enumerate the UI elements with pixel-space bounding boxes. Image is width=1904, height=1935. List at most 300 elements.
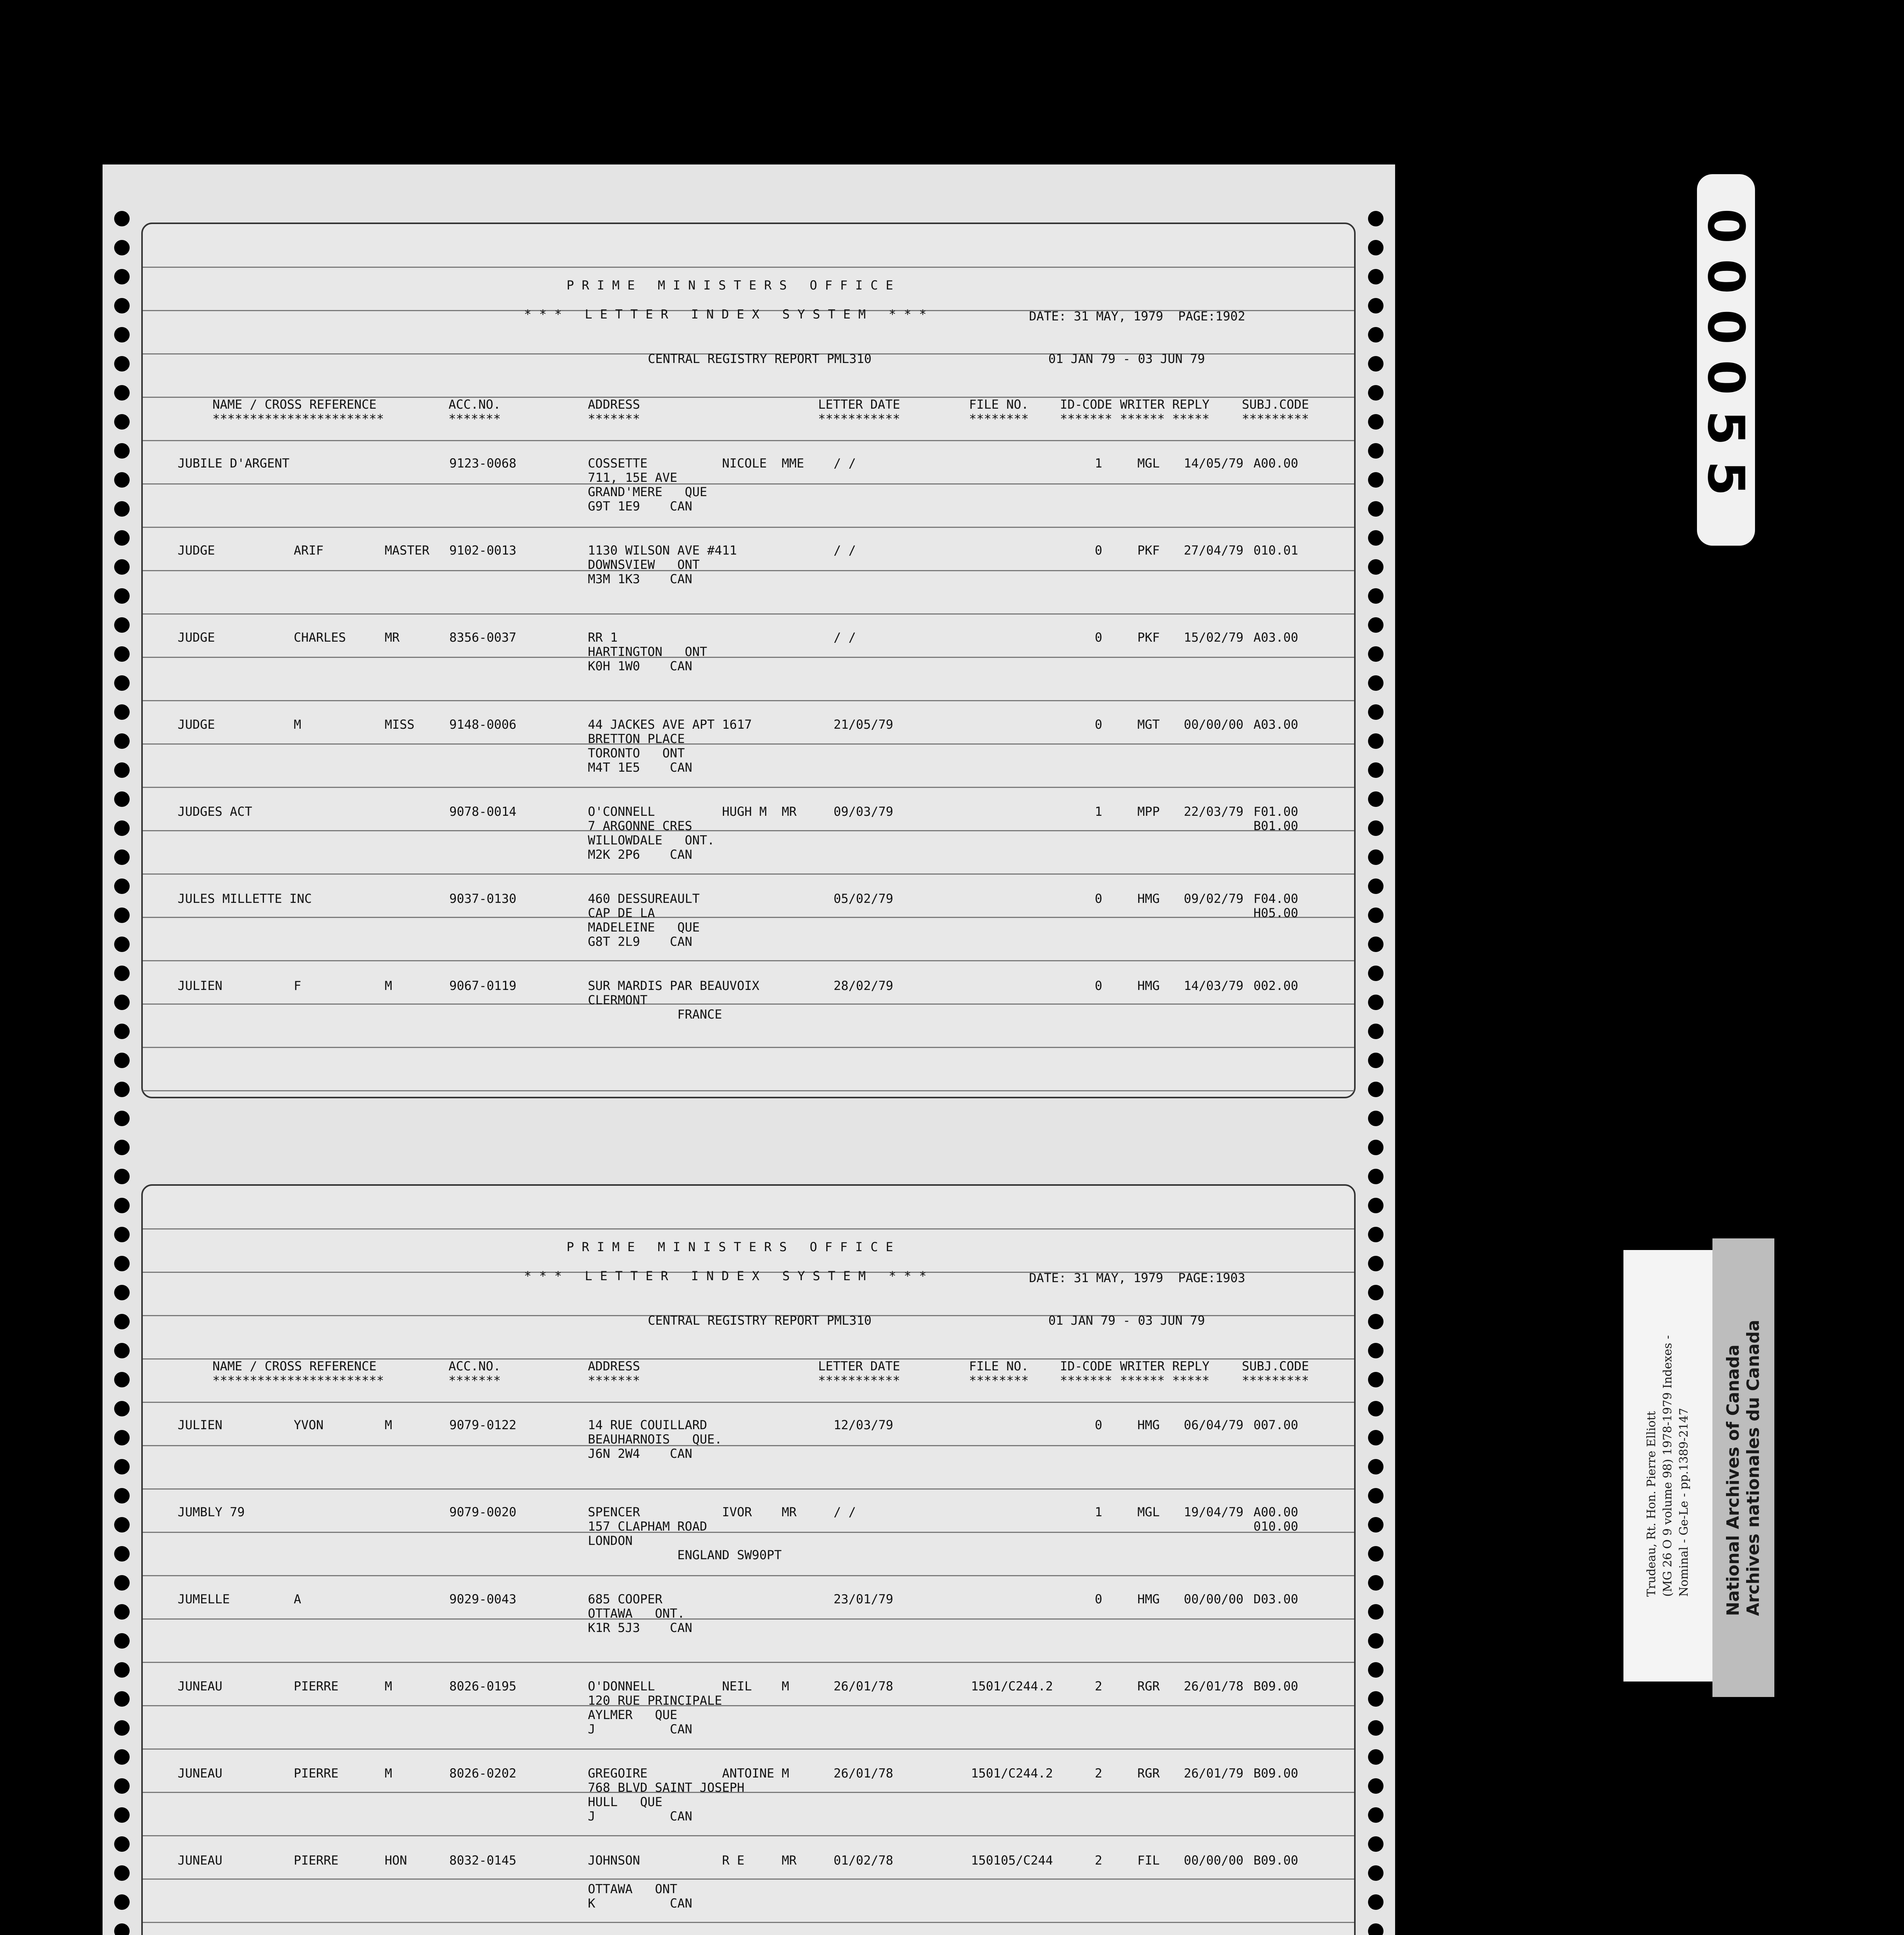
feed-hole [1368, 1024, 1383, 1039]
writer-code: PKF [1137, 543, 1160, 558]
entry-name: JUDGE [178, 630, 215, 645]
system-title: *** LETTER INDEX SYSTEM *** [524, 307, 935, 322]
form-rule-line [143, 440, 1354, 441]
writer-code: HMG [1137, 1592, 1160, 1606]
file-number: 1501/C244.2 [971, 1679, 1053, 1694]
feed-hole [1368, 1894, 1383, 1910]
entry-given-name: ARIF [294, 543, 324, 558]
address-line: TORONTO ONT [588, 746, 685, 760]
address-line: LONDON [588, 1533, 633, 1548]
address-line: 460 DESSUREAULT [588, 891, 700, 906]
form-rule-line [143, 527, 1354, 528]
column-header: ID-CODE [1060, 397, 1112, 412]
form-rule-line [143, 917, 1354, 918]
report-name: CENTRAL REGISTRY REPORT PML310 [648, 351, 872, 366]
address-line: COSSETTE NICOLE MME [588, 456, 804, 471]
form-rule-line [143, 1090, 1354, 1091]
address-line: CAP DE LA [588, 906, 655, 920]
institution-name-en: National Archives of Canada [1723, 1344, 1743, 1616]
id-code: 0 [1095, 1418, 1103, 1432]
address-line: CLERMONT [588, 993, 648, 1007]
feed-hole [114, 240, 130, 255]
feed-hole [1368, 1169, 1383, 1184]
id-code: 1 [1095, 1505, 1103, 1519]
entry-given-name: PIERRE [294, 1766, 339, 1781]
accession-number: 8026-0202 [449, 1766, 517, 1781]
feed-hole [114, 1459, 130, 1474]
feed-hole [114, 588, 130, 604]
column-underline: *********************** [212, 1373, 384, 1388]
subject-code: D03.00 [1253, 1592, 1298, 1606]
subject-code: 010.00 [1253, 1519, 1298, 1534]
form-rule-line [143, 1445, 1354, 1446]
column-underline: ****** [1120, 411, 1165, 426]
id-code: 0 [1095, 1592, 1103, 1606]
feed-hole [1368, 1633, 1383, 1649]
address-line: RR 1 [588, 630, 618, 645]
column-header: NAME / CROSS REFERENCE [212, 1359, 377, 1373]
reply-date: 06/04/79 [1184, 1418, 1244, 1432]
feed-hole [1368, 646, 1383, 662]
feed-hole [114, 995, 130, 1010]
feed-hole [114, 1604, 130, 1620]
entry-name: JUDGE [178, 543, 215, 558]
address-line: O'DONNELL NEIL M [588, 1679, 789, 1694]
feed-hole [1368, 327, 1383, 342]
entry-name: JUNEAU [178, 1766, 223, 1781]
address-line: SUR MARDIS PAR BEAUVOIX [588, 978, 760, 993]
reply-date: 09/02/79 [1184, 891, 1244, 906]
form-rule-line [143, 1792, 1354, 1793]
feed-hole [1368, 704, 1383, 720]
entry-given-name: PIERRE [294, 1853, 339, 1868]
form-rule-line [143, 613, 1354, 615]
feed-hole [114, 704, 130, 720]
column-header: ACC.NO. [449, 1359, 501, 1373]
feed-hole [114, 966, 130, 981]
address-line: FRANCE [588, 1007, 722, 1022]
feed-hole [1368, 1430, 1383, 1445]
file-number: 1501/C244.2 [971, 1766, 1053, 1781]
feed-hole [114, 1517, 130, 1533]
letter-date: 23/01/79 [834, 1592, 894, 1606]
column-header: FILE NO. [969, 1359, 1029, 1373]
feed-hole [114, 1836, 130, 1852]
subject-code: B09.00 [1253, 1679, 1298, 1694]
form-rule-line [143, 1532, 1354, 1533]
feed-hole [114, 1401, 130, 1416]
column-underline: ***** [1172, 411, 1210, 426]
feed-hole [1368, 1082, 1383, 1097]
feed-hole [114, 211, 130, 226]
feed-hole [114, 443, 130, 459]
column-header: WRITER [1120, 397, 1165, 412]
feed-hole [1368, 1053, 1383, 1068]
writer-code: PKF [1137, 630, 1160, 645]
feed-hole [1368, 1227, 1383, 1242]
column-header: ID-CODE [1060, 1359, 1112, 1373]
form-rule-line [143, 1618, 1354, 1620]
feed-hole [1368, 1749, 1383, 1765]
form-rule-line [143, 1003, 1354, 1005]
column-header: ADDRESS [588, 397, 640, 412]
form-rule-line [143, 570, 1354, 571]
form-rule-line [143, 830, 1354, 831]
address-line: M2K 2P6 CAN [588, 847, 692, 862]
letter-date: / / [834, 543, 856, 558]
feed-hole [114, 646, 130, 662]
entry-name: JUNEAU [178, 1853, 223, 1868]
subject-code: 002.00 [1253, 978, 1298, 993]
feed-hole [1368, 298, 1383, 313]
letter-date: 21/05/79 [834, 717, 894, 732]
accession-number: 9067-0119 [449, 978, 517, 993]
report-page-1902 [141, 223, 1356, 1098]
writer-code: HMG [1137, 1418, 1160, 1432]
institution-name-fr: Archives nationales du Canada [1743, 1319, 1763, 1616]
form-rule-line [143, 787, 1354, 788]
address-line: 685 COOPER [588, 1592, 663, 1606]
address-line: 44 JACKES AVE APT 1617 [588, 717, 752, 732]
office-title: PRIME MINISTERS OFFICE [567, 1240, 901, 1254]
accession-number: 9123-0068 [449, 456, 517, 471]
form-rule-line [143, 483, 1354, 485]
feed-hole [1368, 1836, 1383, 1852]
report-period: 01 JAN 79 - 03 JUN 79 [1048, 1313, 1205, 1328]
feed-hole [114, 733, 130, 749]
feed-hole [1368, 588, 1383, 604]
address-line: M3M 1K3 CAN [588, 572, 692, 586]
feed-hole [1368, 1140, 1383, 1155]
column-header: LETTER DATE [818, 397, 900, 412]
feed-hole [114, 1778, 130, 1794]
feed-hole [114, 791, 130, 807]
feed-hole [1368, 995, 1383, 1010]
subject-code: A03.00 [1253, 630, 1298, 645]
report-date-page: DATE: 31 MAY, 1979 PAGE:1902 [1029, 309, 1245, 324]
column-underline: ******* [588, 411, 640, 426]
letter-date: 01/02/78 [834, 1853, 894, 1868]
feed-hole [114, 1807, 130, 1823]
subject-code: A00.00 [1253, 1505, 1298, 1519]
entry-name: JULIEN [178, 1418, 223, 1432]
feed-hole [114, 1140, 130, 1155]
office-title: PRIME MINISTERS OFFICE [567, 278, 901, 293]
address-line: WILLOWDALE ONT. [588, 833, 715, 848]
writer-code: RGR [1137, 1766, 1160, 1781]
report-name: CENTRAL REGISTRY REPORT PML310 [648, 1313, 872, 1328]
column-header: ADDRESS [588, 1359, 640, 1373]
feed-hole [114, 1488, 130, 1503]
feed-hole [114, 1575, 130, 1591]
feed-hole [114, 1430, 130, 1445]
address-line: K0H 1W0 CAN [588, 659, 692, 673]
column-header: SUBJ.CODE [1242, 397, 1309, 412]
feed-hole [114, 269, 130, 284]
letter-date: / / [834, 1505, 856, 1519]
archive-finding-label [1623, 1250, 1712, 1682]
id-code: 0 [1095, 978, 1103, 993]
id-code: 2 [1095, 1853, 1103, 1868]
feed-hole [1368, 1691, 1383, 1707]
subject-code: F04.00 [1253, 891, 1298, 906]
feed-hole [1368, 443, 1383, 459]
column-header: FILE NO. [969, 397, 1029, 412]
entry-given-name: CHARLES [294, 630, 346, 645]
accession-number: 9079-0020 [449, 1505, 517, 1519]
feed-hole [114, 1169, 130, 1184]
feed-hole [114, 1372, 130, 1387]
address-line: G9T 1E9 CAN [588, 499, 692, 514]
form-rule-line [143, 1878, 1354, 1880]
letter-date: 12/03/79 [834, 1418, 894, 1432]
entry-name: JUDGE [178, 717, 215, 732]
entry-title: M [385, 1418, 392, 1432]
feed-hole [114, 1865, 130, 1881]
address-line: JOHNSON R E MR [588, 1853, 797, 1868]
feed-hole [1368, 762, 1383, 778]
feed-hole [114, 1111, 130, 1126]
accession-number: 8026-0195 [449, 1679, 517, 1694]
subject-code: 007.00 [1253, 1418, 1298, 1432]
feed-hole [114, 1314, 130, 1329]
file-number: 150105/C244 [971, 1853, 1053, 1868]
column-underline: ********* [1242, 411, 1309, 426]
subject-code: A00.00 [1253, 456, 1298, 471]
column-underline: ********* [1242, 1373, 1309, 1388]
column-header: NAME / CROSS REFERENCE [212, 397, 377, 412]
reply-date: 26/01/79 [1184, 1766, 1244, 1781]
feed-hole [1368, 385, 1383, 401]
address-line: MADELEINE QUE [588, 920, 700, 935]
feed-hole [114, 908, 130, 923]
entry-name: JUBILE D'ARGENT [178, 456, 289, 471]
address-line: K CAN [588, 1896, 692, 1911]
feed-hole [114, 1546, 130, 1562]
letter-date: 28/02/79 [834, 978, 894, 993]
feed-hole [1368, 1459, 1383, 1474]
entry-name: JUNEAU [178, 1679, 223, 1694]
feed-hole [114, 1227, 130, 1242]
feed-hole [1368, 1111, 1383, 1126]
letter-date: 09/03/79 [834, 804, 894, 819]
form-rule-line [143, 1662, 1354, 1663]
address-line: SPENCER IVOR MR [588, 1505, 797, 1519]
column-header: REPLY [1172, 397, 1210, 412]
form-rule-line [143, 1047, 1354, 1048]
entry-given-name: A [294, 1592, 301, 1606]
feed-hole [1368, 1401, 1383, 1416]
column-underline: *********************** [212, 411, 384, 426]
column-header: LETTER DATE [818, 1359, 900, 1373]
column-underline: ******** [969, 411, 1029, 426]
feed-hole [114, 385, 130, 401]
feed-hole [1368, 414, 1383, 430]
form-rule-line [143, 1748, 1354, 1750]
feed-hole [1368, 1807, 1383, 1823]
address-line: J CAN [588, 1722, 692, 1736]
computer-printout-sheet [103, 164, 1395, 1935]
letter-date: 05/02/79 [834, 891, 894, 906]
feed-hole [1368, 966, 1383, 981]
writer-code: HMG [1137, 891, 1160, 906]
address-line: GREGOIRE ANTOINE M [588, 1766, 789, 1781]
feed-hole [1368, 1488, 1383, 1503]
feed-hole [1368, 1372, 1383, 1387]
subject-code: B01.00 [1253, 819, 1298, 833]
form-rule-line [143, 1835, 1354, 1836]
column-header: WRITER [1120, 1359, 1165, 1373]
feed-hole [1368, 501, 1383, 517]
feed-hole [1368, 617, 1383, 633]
address-line: J6N 2W4 CAN [588, 1446, 692, 1461]
entry-given-name: M [294, 717, 301, 732]
reply-date: 19/04/79 [1184, 1505, 1244, 1519]
feed-hole [114, 1662, 130, 1678]
entry-name: JULIEN [178, 978, 223, 993]
reply-date: 14/03/79 [1184, 978, 1244, 993]
feed-hole [114, 675, 130, 691]
feed-hole [114, 327, 130, 342]
accession-number: 8356-0037 [449, 630, 517, 645]
form-rule-line [143, 1922, 1354, 1923]
letter-date: / / [834, 630, 856, 645]
column-header: SUBJ.CODE [1242, 1359, 1309, 1373]
address-line: DOWNSVIEW ONT [588, 557, 700, 572]
subject-code: B09.00 [1253, 1853, 1298, 1868]
form-rule-line [143, 743, 1354, 745]
address-line: BEAUHARNOIS QUE. [588, 1432, 722, 1447]
reply-date: 26/01/78 [1184, 1679, 1244, 1694]
writer-code: MPP [1137, 804, 1160, 819]
feed-hole [114, 356, 130, 372]
feed-hole [114, 1749, 130, 1765]
feed-hole [1368, 1923, 1383, 1935]
column-underline: ******* [1060, 1373, 1112, 1388]
feed-hole [1368, 1575, 1383, 1591]
accession-number: 9102-0013 [449, 543, 517, 558]
feed-hole [1368, 791, 1383, 807]
address-line: 1130 WILSON AVE #411 [588, 543, 737, 558]
report-date-page: DATE: 31 MAY, 1979 PAGE:1903 [1029, 1271, 1245, 1285]
address-line: J CAN [588, 1809, 692, 1824]
feed-hole [1368, 849, 1383, 865]
feed-hole [114, 617, 130, 633]
writer-code: HMG [1137, 978, 1160, 993]
entry-title: M [385, 1679, 392, 1694]
feed-hole [1368, 1662, 1383, 1678]
reply-date: 14/05/79 [1184, 456, 1244, 471]
address-line: AYLMER QUE [588, 1707, 678, 1722]
feed-hole [114, 501, 130, 517]
writer-code: MGL [1137, 1505, 1160, 1519]
column-underline: ****** [1120, 1373, 1165, 1388]
feed-hole [114, 1285, 130, 1300]
subject-code: B09.00 [1253, 1766, 1298, 1781]
address-line: BRETTON PLACE [588, 731, 685, 746]
subject-code: 010.01 [1253, 543, 1298, 558]
address-line: HARTINGTON ONT [588, 644, 707, 659]
feed-hole [1368, 472, 1383, 488]
feed-hole [114, 1343, 130, 1358]
entry-title: MR [385, 630, 400, 645]
entry-title: M [385, 978, 392, 993]
archive-label-line: Nominal - Ge-Le - pp.1389-2147 [1677, 1408, 1691, 1597]
form-rule-line [143, 1705, 1354, 1706]
address-line: G8T 2L9 CAN [588, 934, 692, 949]
form-rule-line [143, 700, 1354, 701]
feed-hole [1368, 820, 1383, 836]
id-code: 0 [1095, 891, 1103, 906]
reply-date: 00/00/00 [1184, 1853, 1244, 1868]
writer-code: MGL [1137, 456, 1160, 471]
reply-date: 27/04/79 [1184, 543, 1244, 558]
address-line: 157 CLAPHAM ROAD [588, 1519, 707, 1534]
feed-hole [1368, 559, 1383, 575]
feed-hole [1368, 269, 1383, 284]
feed-hole [114, 530, 130, 546]
feed-hole [1368, 1256, 1383, 1271]
feed-hole [114, 849, 130, 865]
form-rule-line [143, 1488, 1354, 1490]
letter-date: 26/01/78 [834, 1766, 894, 1781]
form-rule-line [143, 873, 1354, 875]
address-line: 120 RUE PRINCIPALE [588, 1693, 722, 1708]
accession-number: 8032-0145 [449, 1853, 517, 1868]
address-line: 768 BLVD SAINT JOSEPH [588, 1780, 745, 1795]
feed-hole [114, 1082, 130, 1097]
writer-code: RGR [1137, 1679, 1160, 1694]
id-code: 0 [1095, 717, 1103, 732]
reply-date: 15/02/79 [1184, 630, 1244, 645]
feed-hole [1368, 1198, 1383, 1213]
reply-date: 00/00/00 [1184, 717, 1244, 732]
archive-label-line: Trudeau, Rt. Hon. Pierre Elliott [1645, 1411, 1658, 1597]
feed-hole [1368, 878, 1383, 894]
subject-code: H05.00 [1253, 906, 1298, 920]
feed-hole [1368, 1546, 1383, 1562]
feed-hole [1368, 1285, 1383, 1300]
address-line: OTTAWA ONT. [588, 1606, 685, 1621]
entry-name: JUMELLE [178, 1592, 230, 1606]
reply-date: 22/03/79 [1184, 804, 1244, 819]
column-underline: ******* [449, 1373, 501, 1388]
feed-hole [114, 472, 130, 488]
feed-hole [114, 1894, 130, 1910]
feed-hole [114, 1053, 130, 1068]
address-line: 14 RUE COUILLARD [588, 1418, 707, 1432]
feed-hole [114, 414, 130, 430]
address-line: M4T 1E5 CAN [588, 760, 692, 775]
feed-hole [114, 1198, 130, 1213]
id-code: 1 [1095, 804, 1103, 819]
form-rule-line [143, 1228, 1354, 1229]
form-rule-line [143, 267, 1354, 268]
feed-hole [114, 1720, 130, 1736]
feed-hole [114, 559, 130, 575]
form-rule-line [143, 1575, 1354, 1576]
column-underline: *********** [818, 1373, 900, 1388]
form-rule-line [143, 657, 1354, 658]
feed-hole [114, 298, 130, 313]
feed-hole [114, 878, 130, 894]
entry-given-name: PIERRE [294, 1679, 339, 1694]
report-page-1903 [141, 1184, 1356, 1935]
writer-code: MGT [1137, 717, 1160, 732]
feed-hole [1368, 733, 1383, 749]
address-line: ENGLAND SW90PT [588, 1548, 782, 1562]
address-line: HULL QUE [588, 1795, 663, 1809]
